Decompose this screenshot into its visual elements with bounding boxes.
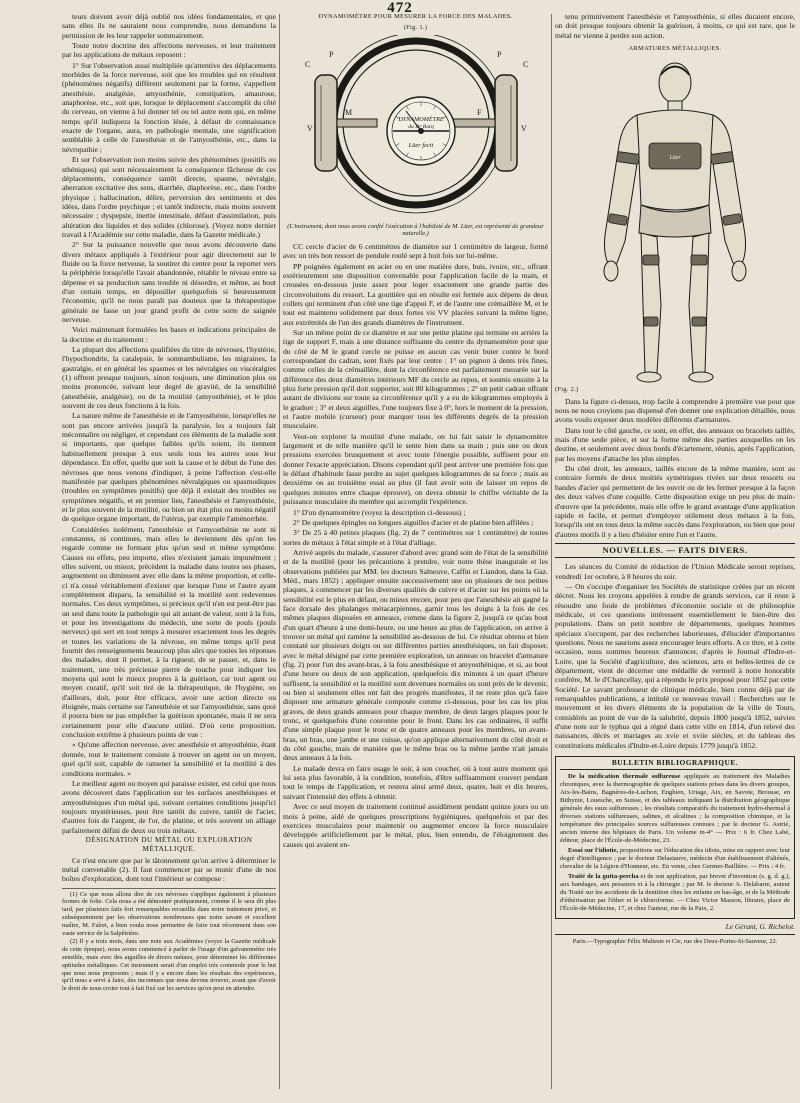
dynamometer-illustration bbox=[301, 35, 531, 221]
figure-head bbox=[659, 63, 691, 103]
biblio-entry bbox=[560, 873, 790, 913]
column-left bbox=[62, 12, 276, 1097]
paragraph: 1° D'un dynamomètre (voyez la description ci-dessous) ; bbox=[293, 507, 466, 517]
paragraph: La nature même de l'anesthésie et de l'amyosthénie, lorsqu'elles ne sont pas encore arrivées jusqu'à la paralysie, les a toujours fait méconnaître ou négliger, et cependant ces éléments de la maladie sont si importants, que quelque faibles qu'ils soient, ils tiennent habituellement presque à eux seuls tous les autres sous leur dépendance. En effet, quelle que soit la cause et le début de l'une des névroses que nous venons d'indiquer, à peine l'affection s'est-elle manifestée par quelques phénomènes névralgiques ou spasmodiques (troubles ou symptômes positifs) que déjà il existait des troubles ou symptômes négatifs, et en premier lieu, l'anesthésie et l'amyosthénie, et le plus souvent de la motilité, ou bien un état plus ou moins négatif de quelque organe important, de l'utérus, par exemple l'aménorrhée. bbox=[62, 411, 276, 524]
news-item: — On s'occupe d'organiser les Sociétés de statistique créées par un récent décret. Nous les croyons appelées à rendre de grands services, car il reste à résoudre une foule de problèmes d'économie sociale et de philosophie médicale, et ces questions intéressent essentiellement le bien-être des populations. Dans un petit nombre de départements, quelques hommes spéciaux s'occupent, par des recherches laborieuses, d'élucider d'importantes questions. Nous ne saurions assez encourager leurs efforts. A ce titre, et à cette occasion, nous sommes heureux d'annoncer, d'après le Journal d'Indre-et-Loire, que la Société d'agriculture, des sciences, arts et belles-lettres de ce département, vient de décerner une médaille de vermeil à notre honorable confrère, M. le d'Chancellay, qui a répondu le prix proposé pour 1852 par cette Société. Le savant professeur de clinique médicale, bien connu déjà par de remarquables publications, a intitulé ce nouveau travail : Recherches sur le mouvement et les divers éléments de la population de la ville de Tours, considérés au point de vue de la salubrité, depuis 1800 jusqu'à 1852, suivies d'une note sur le typhus qui a régné dans cette ville en 1814, d'un relevé des naissances, décès et mariages au xvie et xviie siècles, et du tableau des constitutions médicales d'Indre-et-Loire depuis 1779 jusqu'à 1852. bbox=[555, 581, 795, 750]
paragraph: Arrivé auprès du malade, s'assurer d'abord avec grand soin de l'état de la sensibilité et de la motilité (pour les précautions à prendre, voir notre thèse inaugurale et les observations publiées par MM. les docteurs Salneuve, Caffin et Liandon, dans la Gaz. Méd., mars 1852) ; appliquer ensuite successivement une ou plusieurs de nos petites plaques, à commencer par les diverses qualités de cuivre et d'acier sur les points où la sensibilité est le plus en défaut, ou mieux encore, pour peu que l'anesthésie ait gagné la face dorsale des phalanges métacarpiennes, garnir tous les doigts à la fois de ces mêmes plaques disposées en anneaux, comme dans la figure 2, jusqu'à ce qu'au bout d'un quart d'heure à une demi-heure, ou une heure au plus de l'application, on arrive à trouver un métal qui ramène la sensibilité au-dessous de lui. Ce résultat obtenu et bien constaté sur plusieurs doigts ou sur différentes parties anesthésiques, on fait disposer, avec le métal désigné par cette première exploration, un anneau ou bracelet d'armature (fig. 2) pour l'un des avant-bras, à la fois anesthésique et amyosthénique, et si, au bout d'une heure ou deux de son application, quelquefois dix minutes à un quart d'heure suffisent, la sensibilité et la motilité sont devenues normales ou sont près de le devenir, ou bien si seulement elles ont fait des progrès manifestes, il ne reste plus qu'à faire disposer une armature générale composée comme ci-dessous, pour les cas les plus graves, de deux grands anneaux pour chaque membre, de deux larges plaques pour le tronc, et quelquefois d'une couronne pour le front. Dans les cas ordinaires, il suffit d'une simple plaque pour le tronc et de quatre anneaux pour les membres, un avant-bras, un bras, une jambe et une cuisse, qu'on applique alternativement du côté droit et du côté gauche, mais de manière que le même bras ou la même jambe n'ait jamais deux anneaux à la fois. bbox=[283, 547, 548, 763]
figure-title: ARMATURES MÉTALLIQUES. bbox=[628, 45, 722, 53]
metal-armatures-illustration bbox=[565, 55, 785, 385]
footnotes bbox=[62, 888, 276, 993]
paragraph: Dans tout le côté gauche, ce sont, en effet, des anneaux ou bracelets taillés, mais d'une seule pièce, et sur la forme même des parties auxquelles on les destine, et seulement avec deux bords d'écartement, réunis, après l'application, par les moyens d'attache les plus simples. bbox=[555, 425, 795, 463]
biblio-entry bbox=[560, 847, 790, 871]
paragraph: Avec ce seul moyen de traitement continué assidûment pendant quinze jours ou un mois à peine, aidé de quelques prescriptions hygiéniques, quelquefois et par des exercices musculaires pour maintenir ou augmenter encore la force musculaire développée artificiellement par le métal, plus, bien entendu, de l'éloignement des causes qui avaient en- bbox=[283, 802, 548, 849]
dial-text-3: Lüer fecit bbox=[408, 141, 433, 149]
paragraph: Toute notre doctrine des affections nerveuses, et leur traitement par les applications de métaux reposent : bbox=[62, 41, 276, 60]
paragraph: 2° De quelques épingles ou longues aiguilles d'acier et de platine bien affilées ; bbox=[293, 517, 534, 527]
footnote: (1) Ce que nous allons dire de ces névroses s'applique également à plusieurs formes de folie. Cela nous a été démontré pratiquement, comme il le sera dit plus tard, par plusieurs faits fort remarquables recueillis dans notre traitement privé, et subséquemment par les observations nombreuses que notre savant et excellent maître, M. Falret, a bien voulu nous permettre de faire tout récemment dans son vaste service de la Salpêtrière. bbox=[62, 890, 276, 937]
paragraph: CC cercle d'acier de 6 centimètres de diamètre sur 1 centimètre de largeur, formé avec un très bon ressort de pendule roulé sept à huit fois sur lui-même. bbox=[283, 241, 548, 261]
paragraph: Le malade devra en faire usage le soir, à son coucher, où à tout autre moment qui lui sera plus favorable, à la condition, toutefois, d'être suffisamment couvert pendant tout le temps de l'application, et restera ainsi armé deux, quatre, huit et dix heures, suivant l'intensité des effets à obtenir. bbox=[283, 763, 548, 801]
biblio-entry bbox=[560, 773, 790, 845]
engraver-signature: Lüer bbox=[669, 155, 681, 162]
paragraph: Sur un même point de ce diamètre et sur une petite platine qui termine en arrière la tige de support F, mais à une distance suffisante du centre du dynamomètre pour que du côté de M le grand cercle ne puisse en aucun cas venir buter contre le bord correspondant du cadran, sont fixés par leur centre : 1° un pignon à dents très fines, comme celles de la crémaillère, dont la circonférence est parfaitement mesurée sur la différence des deux diamètres intérieurs MF du cercle au repos, et soumis ensuite à la plus forte pression qu'il doit supporter, soit 80 kilogrammes ; 2° un petit cadran offrant autant de divisions sur toute sa circonférence qu'il y a eu de kilogrammes employés à le graduer ; 3° et deux aiguilles, l'une toujours fixe à 0°, hors le moment de la pression, et l'autre mobile (curseur) pour marquer tous les différents degrés de la pression musculaire. bbox=[283, 327, 548, 431]
bibliographic-bulletin bbox=[555, 756, 795, 919]
managing-editor: Le Gérant, G. Richelot. bbox=[725, 922, 795, 932]
handle-left bbox=[315, 75, 337, 171]
printer-line: Paris.—Typographie Félix Malteste et Cie, rue des Deux-Portes-St-Sauveur, 22. bbox=[555, 934, 795, 946]
letter-P: P bbox=[496, 49, 501, 59]
biblio-entry-title: Essai sur l'idiotie, bbox=[568, 847, 619, 855]
paragraph: Et sur l'observation non moins suivie des phénomènes (positifs ou sthéniques) qui sont nécessairement la conséquence fâcheuse de ces déplacements, conséquence tantôt directe, spasme, névralgie, aberration excitative des sens, diarrhée, diaphorèse, etc., dans l'ordre physique ; hallucination, délire, perversion des sentiments et des idées, dans l'ordre psychique ; et tantôt indirecte, mais moins souvent nécessaire ; dyspepsie, inertie intestinale, défaut d'assimilation, puis altération des liquides et des solides (chlorose). (Voyez notre dernier travail à l'Académie sur cette maladie, dans la Gazette médicale.) bbox=[62, 155, 276, 239]
handle-right bbox=[495, 75, 517, 171]
figure-leg-left bbox=[641, 233, 661, 373]
figure-caption: (L'instrument, dont nous avons confié l'exécution à l'habileté de M. Lüer, est représenté de grandeur naturelle.) bbox=[287, 222, 544, 238]
paragraph: PP poignées également en acier ou en une matière dure, buis, ivoire, etc., offrant extérieurement une disposition convenable pour l'application facile de la main, et creusées en-dessous juste assez pour loger exactement une grande partie des circonvolutions du ressort. La gouttière qui en résulte est fermée aux dépens de deux collets qui terminent d'un côté une tige d'appui F, et de l'autre une crémaillère M, et le tout est maintenu solidement par deux fortes vis VV placées suivant la même ligne, aux extrémités de l'un des grands diamètres de l'instrument. bbox=[283, 261, 548, 327]
letter-F: F bbox=[476, 107, 481, 117]
figure-arm-right bbox=[711, 115, 746, 265]
news-item: Les séances du Comité de rédaction de l'Union Médicale seront reprises, vendredi 1er octobre, à 8 heures du soir. bbox=[555, 562, 795, 581]
paragraph: 1° Sur l'observation aussi multipliée qu'attentive des déplacements morbides de la force nerveuse, soit que les troubles qui en résultent (phénomènes négatifs) diffèrent seulement par la forme, s'appellent anesthésie, analgésie, amyosthénie, constipation, amaurose, anaphorèse, etc., soit que, lorsque le déplacement s'accomplit du côté du cerveau, on vienne à lui donner tel ou tel autre nom qui, en même temps qu'il indiquera la fonction lésée, à défaut de connaissance exacte de l'organe, aura, en pathologie mentale, une signification semblable à celle de l'anesthésie et de l'amyosthénie, etc., dans la névropathie ; bbox=[62, 60, 276, 154]
paragraph: « Qu'une affection nerveuse, avec anesthésie et amyosthénie, étant donnée, tout le traitement consiste à trouver un agent ou un moyen, quel qu'il soit, capable de ramener la sensibilité et la motilité à des conditions normales. » bbox=[62, 740, 276, 778]
biblio-entry-title: De la médication thermale sulfureuse bbox=[568, 773, 681, 781]
paragraph: Ce n'est encore que par le tâtonnement qu'on arrive à déterminer le métal convenable (2). Il faut commencer par se munir d'une de nos boîtes d'exploration, dont tout l'intérieur se compose : bbox=[62, 855, 276, 884]
paragraph: Voici maintenant formulées les bases et indications principales de la doctrine et du traitement : bbox=[62, 325, 276, 344]
news-heading: NOUVELLES. — FAITS DIVERS. bbox=[555, 543, 795, 558]
dial-text-2: du Dr Burq bbox=[407, 123, 434, 130]
letter-C: C bbox=[304, 59, 310, 69]
paragraph: La plupart des affections qualifiées du titre de névroses, l'hystérie, l'hypochondrie, la catalepsie, le somnambulisme, les migraines, la gastralgie, et en général les spasmes et les névralgies ou viscéralgies (1) offrent presque toujours, sinon toujours, une diminution plus ou moins prononcée, suivant leur degré de gravité, de la sensibilité (anesthésie, analgésie), ou de la motilité (amyosthénie), et le plus souvent de ces deux fonctions à la fois. bbox=[62, 345, 276, 411]
page-number: 472 bbox=[387, 0, 413, 16]
paragraph: Considérées isolément, l'anesthésie et l'amyosthénie ne sont ni constantes, ni continues, mais elles le deviennent dès qu'on les regarde comme ne formant plus qu'un seul et même symptôme. Causes ou effets, peu importe, elles n'existent jamais impunément ; elles suivent, ou mieux, précèdent la maladie dans toutes ses phases, augmentent ou diminuent avec elle dans la même proportion, et celle-ci n'a cessé véritablement d'exister que lorsque l'une et l'autre ayant complètement disparu, la sensibilité et la motilité sont redevenues normales. Ces deux symptômes, si précieux qu'il n'en est peut-être pas un seul dans toute la pathologie qui ait autant de valeur, sont à la fois, et pour les investigations du médecin, une sorte de pouls (pouls nerveux) qui sert en tout temps à mesurer exactement tous les degrés et toutes les variations de la névrose, en même temps qu'il peut fournir des renseignements beaucoup plus sûrs que toutes les réponses des malades, dont il permet, à la rigueur, de se passer, et, dans le traitement, une très précieuse pierre de touche pour indiquer les moyens qui sont le mieux propres à la guérison, car tout agent ou moyen curatif, qu'il soit tiré de la thérapeutique, de l'hygiène, ou d'ailleurs, doit, pour être efficace, avoir une action directe ou éloignée, mais certaine sur l'anesthésie et sur l'amyosthénie, sans quoi il pourra bien ne pas empêcher la guérison spontanée, mais il ne sera certainement pour elle d'aucune utilité. D'où cette proposition, conclusion extrême à plusieurs points de vue : bbox=[62, 524, 276, 740]
letter-P: P bbox=[328, 49, 333, 59]
letter-V: V bbox=[520, 123, 527, 133]
figure-label: (Fig. 1.) bbox=[403, 24, 428, 32]
paragraph: teurs doivent avoir déjà oublié nos idées fondamentales, et que sans elles ils ne sauraient nous comprendre, nous demandons la permission de les leur rappeler sommairement. bbox=[62, 12, 276, 40]
figure-title: DYNAMOMÈTRE POUR MESURER LA FORCE DES MALADES. bbox=[318, 13, 513, 20]
footnote: (2) Il y a trois mois, dans une note aux Académies (voyez la Gazette médicale de cette époque), nous avons commencé à parler de l'usage d'un galvanomètre très sensible, mais avec des aiguilles de divers métaux, pour déterminer les différentes aptitudes métalliques. Cet instrument serait d'un emploi très commode pour le but que nous nous proposons ; mais il y a encore dans les résultats des expériences, qu'il nous a servi à faire, des inconnues que nous devons trouver, avant que d'avoir le droit de nous croire tout à fait fixé sur les services qu'on peut en attendre. bbox=[62, 938, 276, 993]
figure-arm-left bbox=[605, 115, 640, 265]
biblio-entry-title: Traité de la gutta-percha bbox=[568, 873, 639, 881]
figure-leg-right bbox=[689, 233, 709, 373]
paragraph: 2° Sur la puissance nouvelle que nous avons découverte dans divers métaux appliqués à l'extérieur pour agir directement sur le fluide ou la force nerveuse, la soutirer du centre pour la reporter vers la périphérie lorsqu'elle l'avait abandonnée, rétablir le niveau entre sa dépense et sa production sans trouble ni désordre, et même, au bout d'un certain temps, en dépouiller quelquefois si heureusement l'économie, qu'il ne nous paraît pas douteux que la thérapeutique générale ne fasse un jour grand profit de cette sorte de saignée nerveuse. bbox=[62, 240, 276, 324]
letter-V: V bbox=[306, 123, 313, 133]
biblio-entry-text: et de son application, par brevet d'invention (s. g. d. g.), aux bandages, aux pessaires et à la chirurgie ; par M. le docteur A. Delabarre, auteur du Traité sur les accidents de la dentition chez les enfants en bas-âge, et de la Méthode d'éthérisation par l'éther et le chloroforme. — Chez Victor Masson, libraire, place de l'École-de-Médecine, 17, et chez l'auteur, rue de la Paix, 2. bbox=[560, 873, 790, 913]
column-middle bbox=[283, 12, 548, 1097]
column-rule-right bbox=[551, 14, 552, 1089]
column-rule-left bbox=[279, 14, 280, 1089]
paragraph: Veut-on explorer la motilité d'une malade, on lui fait saisir le dynamomètre largement et de telle manière qu'il le sente bien dans sa main ; puis une ou deux pressions exercées brusquement et avec toute l'énergie possible, suffisent pour en donner l'exacte appréciation. Disons cependant qu'il peut arriver une première fois que le défaut d'habitude fasse perdre au sujet quelques kilogrammes de sa force ; mais au deuxième ou au troisième essai au plus (il faut avoir soin de laisser un repos de quelques minutes entre chaque épreuve), on devra obtenir le chiffre véritable de la puissance musculaire du membre qui accomplit l'expérience. bbox=[283, 431, 548, 507]
dial-text-1: DYNAMOMÈTRE bbox=[397, 115, 444, 123]
section-title: DÉSIGNATION DU MÉTAL OU EXPLORATION MÉTALLIQUE. bbox=[85, 835, 253, 854]
figure-label: (Fig. 2.) bbox=[555, 386, 579, 394]
paragraph: Dans la figure ci-dessus, trop facile à comprendre à première vue pour que nous ne nous croyions pas dispensé d'en donner une explication détaillée, nous avons voulu exposer deux modèles différents d'armatures. bbox=[555, 396, 795, 425]
letter-M: M bbox=[344, 107, 352, 117]
paragraph: Le meilleur agent ou moyen qui paraisse exister, est celui que nous avons découvert dans l'application sur les surfaces anesthésiques et amyosthéniques d'un métal qui, suivant certaines conditions jusqu'ici toujours mystérieuses, peut être tantôt du cuivre, tantôt de l'acier, d'autres fois de l'argent, de l'or, du platine, et très souvent un alliage parfaitement défini de deux ou trois métaux. bbox=[62, 778, 276, 835]
biblio-entry-text: appliquée au traitement des Maladies chroniques, avec la thermographie de quelques stations prises dans les divers groupes, Aix-les-Bains, Bagnères-de-Luchon, Enghien, Uriage, Aix, en Savoie, Brousse, en Bithynie, Louesche, en Suisse, et des tableaux indiquant la distribution géographique générale des eaux sulfureuses ; les résultats comparatifs du traitement hydro-thermal à diverses stations sulfureuses, salines, et alcalines ; la composition chimique, et la température des principales sources sulfureuses connues ; par le docteur G. Astrié, ancien interne des hôpitaux de Paris. Un volume in-4° — Prix : 6 fr. Chez Labé, éditeur, place de l'École-de-Médecine, 23. bbox=[560, 773, 790, 845]
biblio-entry-text: propositions sur l'éducation des idiots, mise en rapport avec leur degré d'intelligence ; par le docteur Delasiauve, médecin d'un établissement d'aliénés, chevalier de la Légion d'Honneur, etc. En vente, chez Germer-Baillière. — Prix : 4 fr. bbox=[560, 847, 790, 871]
paragraph: 3° De 25 à 40 petites plaques (fig. 2) de 7 centimètres sur 1 centimètre) de toutes sortes de métaux à l'état simple et à l'état d'alliage. bbox=[283, 528, 548, 547]
paragraph: tenu primitivement l'anesthésie et l'amyosthénie, si elles duraient encore, on doit presque toujours obtenir la guérison, à moins, ce qui est rare, que le métal ne vienne à perdre son action. bbox=[555, 12, 795, 40]
letter-C: C bbox=[522, 59, 528, 69]
paragraph: Du côté droit, les anneaux, taillés encore de la même manière, sont au contraire formés de deux moitiés symétriques rivées sur deux ressorts ou bandes d'acier qui permettent de les ouvrir ou de les fermer presque à la façon des deux valves d'une coquille. Cette disposition exige un peu plus de main-d'œuvre que la précédente, mais elle offre le grand avantage d'une application rapide et facile, et permet d'employer utilement deux métaux à la fois, lorsqu'ils ont en tous deux la même succès dans l'exploration, ou bien que pour d'autres motifs il y a lieu d'hésiter entre l'un et l'autre. bbox=[555, 464, 795, 539]
column-right bbox=[555, 12, 795, 1097]
biblio-heading: BULLETIN BIBLIOGRAPHIQUE. bbox=[560, 759, 790, 770]
